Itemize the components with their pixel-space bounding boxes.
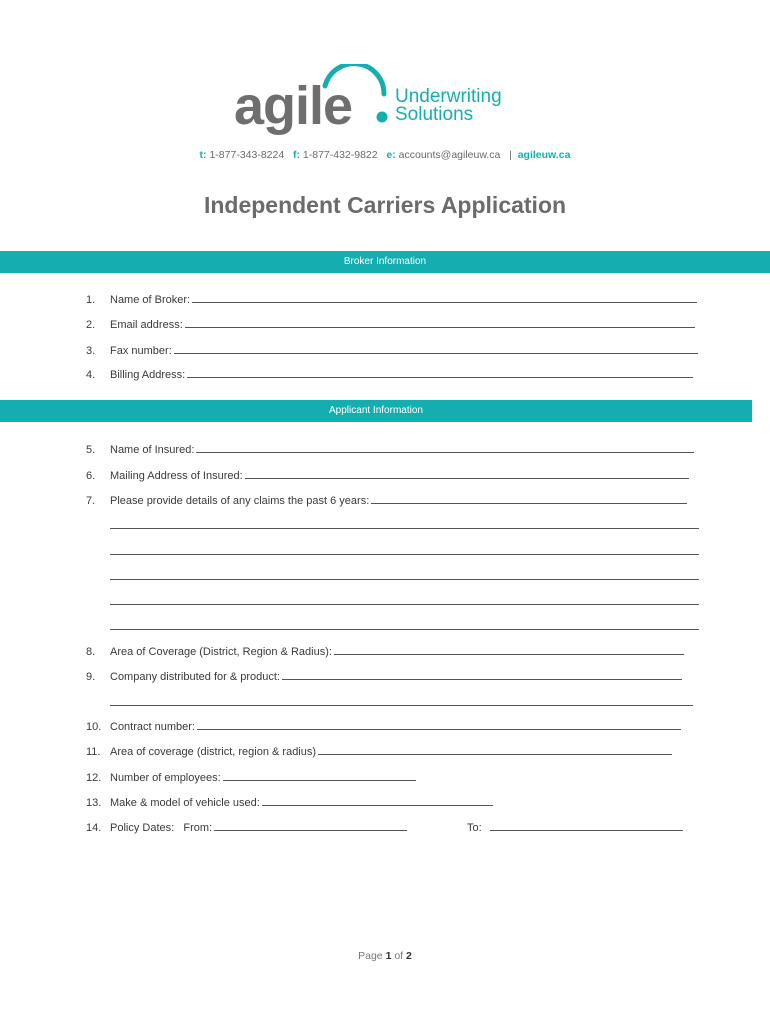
- field-number: 6.: [86, 470, 96, 482]
- email-key: e:: [386, 149, 396, 161]
- field-claims-details: [86, 492, 687, 507]
- page-footer: [0, 950, 770, 962]
- field-contract-number: [86, 718, 681, 733]
- page-title: Independent Carriers Application: [203, 192, 567, 218]
- field-label: Number of employees:: [110, 772, 221, 784]
- field-number: 4.: [86, 369, 96, 381]
- field-label: Company distributed for & product:: [110, 671, 280, 683]
- field-label: Mailing Address of Insured:: [110, 470, 243, 482]
- field-number: 12.: [86, 772, 102, 784]
- page-of: of: [394, 950, 404, 962]
- field-label: Name of Insured:: [110, 444, 195, 456]
- field-policy-dates: [86, 819, 407, 834]
- logo-tagline-1: Underwriting: [395, 86, 502, 107]
- field-number: 7.: [86, 495, 96, 507]
- policy-to-line[interactable]: [490, 819, 683, 831]
- agile-logo: [232, 64, 522, 136]
- field-mailing-address: [86, 467, 689, 482]
- field-vehicle-make-model: [86, 794, 493, 809]
- field-label: Contract number:: [110, 721, 195, 733]
- name-of-insured-line[interactable]: [196, 441, 694, 453]
- separator: |: [509, 149, 512, 161]
- phone-value: 1-877-343-8224: [209, 149, 285, 161]
- area-of-coverage-line[interactable]: [334, 643, 684, 655]
- claims-details-line-5[interactable]: [110, 604, 699, 605]
- fax-value: 1-877-432-9822: [302, 149, 378, 161]
- claims-details-line[interactable]: [371, 492, 687, 504]
- policy-from-label: From:: [183, 822, 213, 834]
- claims-details-line-4[interactable]: [110, 579, 699, 580]
- field-number: 14.: [86, 822, 102, 834]
- field-label: Email address:: [110, 319, 183, 331]
- field-area-of-coverage: [86, 643, 684, 658]
- mailing-address-line[interactable]: [245, 467, 689, 479]
- field-name-of-insured: [86, 441, 694, 456]
- field-label: Billing Address:: [110, 369, 186, 381]
- field-number: 13.: [86, 797, 102, 809]
- claims-details-line-2[interactable]: [110, 528, 699, 529]
- logo-dot-icon: [377, 112, 388, 123]
- number-of-employees-line[interactable]: [223, 769, 416, 781]
- field-company-distributed: [86, 668, 682, 683]
- field-label: Make & model of vehicle used:: [110, 797, 260, 809]
- policy-to-label: To:: [467, 822, 482, 834]
- field-number: 8.: [86, 646, 96, 658]
- field-number: 3.: [86, 345, 96, 357]
- billing-address-line[interactable]: [187, 366, 693, 378]
- name-of-broker-line[interactable]: [192, 291, 697, 303]
- email-value[interactable]: accounts@agileuw.ca: [398, 149, 501, 161]
- fax-key: f:: [292, 149, 300, 161]
- contract-number-line[interactable]: [197, 718, 681, 730]
- field-number: 5.: [86, 444, 96, 456]
- field-label: Policy Dates:: [110, 822, 175, 834]
- field-fax-number: [86, 342, 698, 357]
- vehicle-make-model-line[interactable]: [262, 794, 493, 806]
- field-label: Fax number:: [110, 345, 172, 357]
- policy-from-line[interactable]: [214, 819, 407, 831]
- company-distributed-line[interactable]: [282, 668, 682, 680]
- logo-tagline-2: Solutions: [395, 104, 474, 125]
- company-distributed-line-2[interactable]: [110, 705, 693, 706]
- page-number: 1: [385, 950, 392, 962]
- area-of-coverage-radius-line[interactable]: [318, 743, 672, 755]
- claims-details-line-3[interactable]: [110, 554, 699, 555]
- field-area-of-coverage-radius: [86, 743, 672, 758]
- phone-key: t:: [199, 149, 207, 161]
- logo-wordmark: agile: [234, 76, 353, 136]
- field-label: Area of coverage (district, region & radius): [110, 746, 317, 758]
- field-number: 2.: [86, 319, 96, 331]
- section-header-applicant: Applicant Information: [0, 400, 752, 422]
- field-policy-to: [467, 819, 683, 834]
- field-name-of-broker: [86, 291, 697, 306]
- field-number: 11.: [86, 746, 101, 758]
- section-header-broker: Broker Information: [0, 251, 770, 273]
- field-number-of-employees: [86, 769, 416, 784]
- claims-details-line-6[interactable]: [110, 629, 699, 630]
- field-billing-address: [86, 366, 693, 381]
- website-link[interactable]: agileuw.ca: [517, 149, 571, 161]
- fax-number-line[interactable]: [174, 342, 698, 354]
- page-prefix: Page: [358, 950, 383, 962]
- field-number: 10.: [86, 721, 102, 733]
- field-label: Area of Coverage (District, Region & Radius):: [110, 646, 332, 658]
- field-label: Name of Broker:: [110, 294, 191, 306]
- field-number: 9.: [86, 671, 96, 683]
- field-number: 1.: [86, 294, 96, 306]
- page-total: 2: [406, 950, 412, 962]
- field-label: Please provide details of any claims the past 6 years:: [110, 495, 370, 507]
- field-email-address: [86, 316, 695, 331]
- contact-line: [0, 149, 770, 161]
- email-address-line[interactable]: [185, 316, 695, 328]
